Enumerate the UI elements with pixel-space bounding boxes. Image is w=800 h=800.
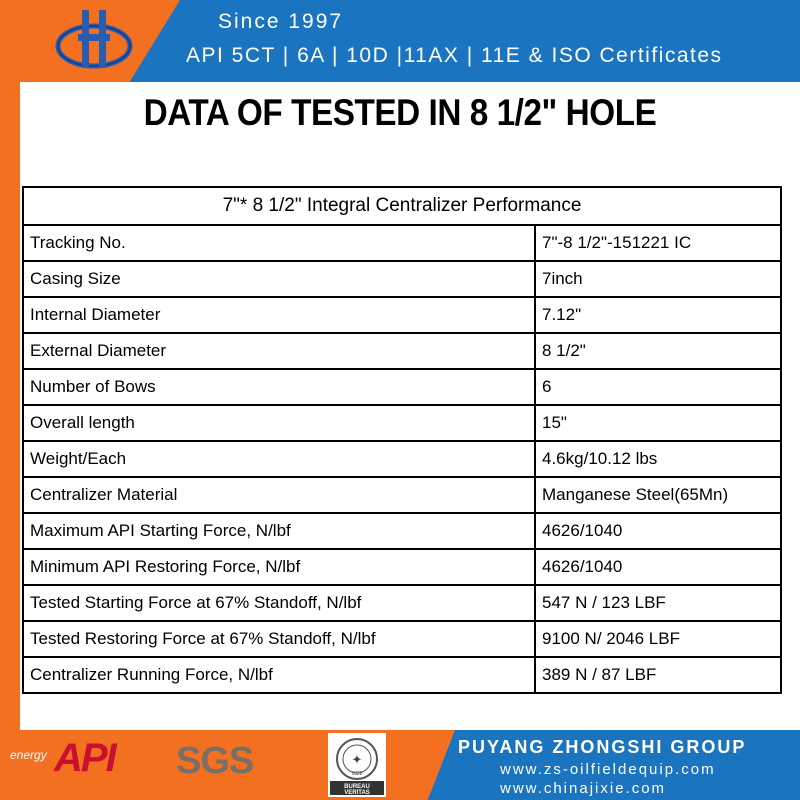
company-logo-icon [54,6,134,76]
website-link-2[interactable]: www.chinajixie.com [500,780,667,797]
row-label: Tested Restoring Force at 67% Standoff, N/lbf [23,621,535,657]
row-label: Tracking No. [23,225,535,261]
bv-bottom-text: VERITAS [344,790,370,796]
bureau-veritas-logo-icon [328,733,386,797]
row-value: 8 1/2" [535,333,781,369]
row-label: Casing Size [23,261,535,297]
row-value: 6 [535,369,781,405]
table-row [23,261,781,297]
row-label: Internal Diameter [23,297,535,333]
bv-top-text: BUREAU [344,784,370,790]
table-row [23,513,781,549]
row-label: Minimum API Restoring Force, N/lbf [23,549,535,585]
svg-text:✦: ✦ [351,752,363,767]
table-row [23,477,781,513]
row-value: 4626/1040 [535,549,781,585]
table-row [23,621,781,657]
row-value: 7inch [535,261,781,297]
table-row [23,333,781,369]
performance-table [22,186,782,694]
table-row [23,585,781,621]
left-accent-stripe [0,0,20,800]
row-label: Number of Bows [23,369,535,405]
group-name: PUYANG ZHONGSHI GROUP [458,737,747,757]
table-row [23,549,781,585]
row-label: Tested Starting Force at 67% Standoff, N/lbf [23,585,535,621]
row-value: 7"-8 1/2"-151221 IC [535,225,781,261]
row-label: Overall length [23,405,535,441]
table-heading-row [23,187,781,225]
api-energy-text: energy [10,748,47,762]
table-row [23,225,781,261]
row-label: Weight/Each [23,441,535,477]
table-row [23,369,781,405]
row-value: 7.12" [535,297,781,333]
row-value: 15" [535,405,781,441]
row-value: 4.6kg/10.12 lbs [535,441,781,477]
since-year-text: Since 1997 [218,10,344,33]
page-title: DATA OF TESTED IN 8 1/2" HOLE [143,92,657,133]
table-heading: 7"* 8 1/2" Integral Centralizer Performance [23,187,781,225]
table-row [23,441,781,477]
row-value: Manganese Steel(65Mn) [535,477,781,513]
row-label: Maximum API Starting Force, N/lbf [23,513,535,549]
row-label: External Diameter [23,333,535,369]
table-row [23,405,781,441]
row-label: Centralizer Material [23,477,535,513]
api-logo-icon: API [54,736,115,780]
table-row [23,297,781,333]
row-value: 4626/1040 [535,513,781,549]
table-row [23,657,781,693]
row-value: 547 N / 123 LBF [535,585,781,621]
row-value: 389 N / 87 LBF [535,657,781,693]
bv-year: 1828 [351,771,363,777]
row-value: 9100 N/ 2046 LBF [535,621,781,657]
certificates-text: API 5CT | 6A | 10D |11AX | 11E & ISO Certificates [186,44,723,67]
website-link-1[interactable]: www.zs-oilfieldequip.com [500,761,716,778]
sgs-logo-icon: SGS [176,740,254,782]
row-label: Centralizer Running Force, N/lbf [23,657,535,693]
